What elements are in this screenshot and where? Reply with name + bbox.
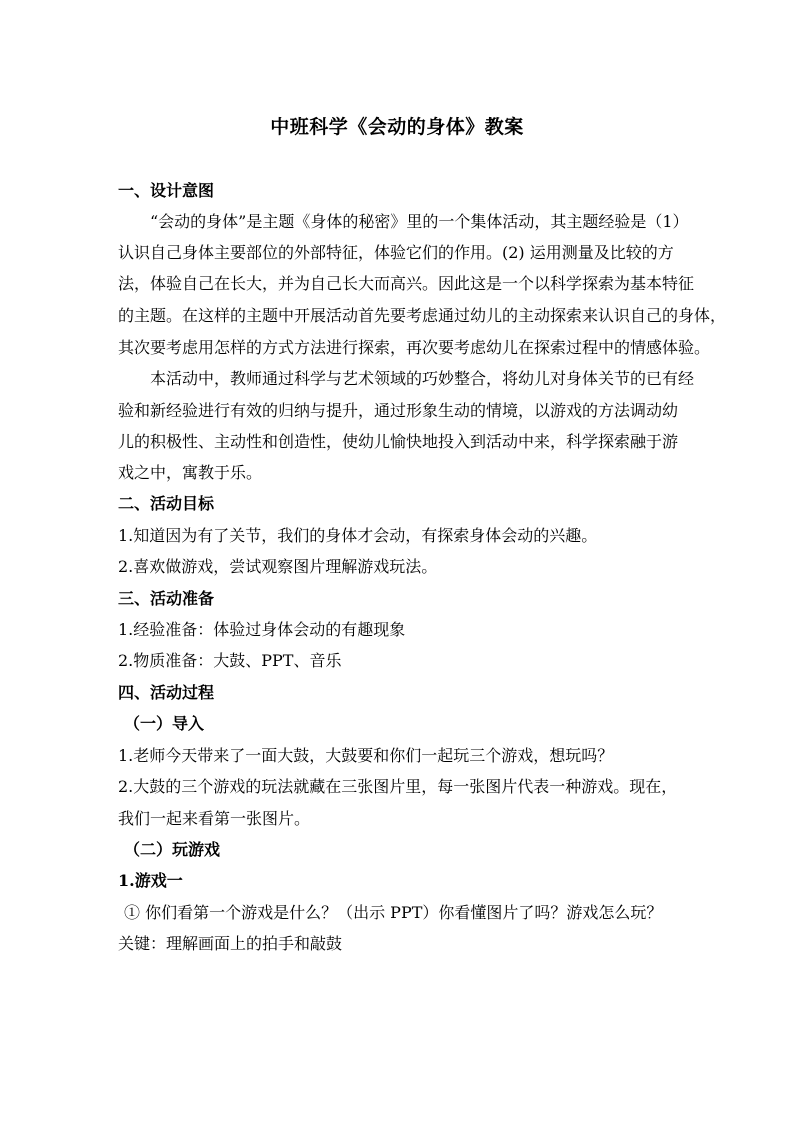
paragraph-line: 的主题。在这样的主题中开展活动首先要考虑通过幼儿的主动探索来认识自己的身体， xyxy=(118,306,727,325)
section-heading-goals: 二、活动目标 xyxy=(118,494,215,513)
document-title: 中班科学《会动的身体》教案 xyxy=(270,116,524,138)
paragraph-line: 本活动中，教师通过科学与艺术领域的巧妙整合，将幼儿对身体关节的已有经 xyxy=(150,369,695,388)
section-heading-preparation: 三、活动准备 xyxy=(118,589,215,608)
paragraph-line: 法，体验自己在长大，并为自己长大而高兴。因此这是一个以科学探索为基本特征 xyxy=(118,274,695,293)
paragraph-line: 其次要考虑用怎样的方式方法进行探索，再次要考虑幼儿在探索过程中的情感体验。 xyxy=(118,338,711,357)
goal-item: 2.喜欢做游戏，尝试观察图片理解游戏玩法。 xyxy=(118,557,438,576)
subsection-heading-intro: （一）导入 xyxy=(124,714,205,733)
process-item: 1.老师今天带来了一面大鼓，大鼓要和你们一起玩三个游戏，想玩吗？ xyxy=(118,746,614,765)
preparation-item: 1.经验准备：体验过身体会动的有趣现象 xyxy=(118,620,406,639)
process-item: 2.大鼓的三个游戏的玩法就藏在三张图片里，每一张图片代表一种游戏。现在， xyxy=(118,777,678,796)
goal-item: 1.知道因为有了关节，我们的身体才会动，有探索身体会动的兴趣。 xyxy=(118,526,598,545)
preparation-item: 2.物质准备：大鼓、PPT、音乐 xyxy=(118,651,342,670)
game-step: ① 你们看第一个游戏是什么？（出示 PPT）你看懂图片了吗？游戏怎么玩？ xyxy=(124,903,663,922)
paragraph-line: 戏之中，寓教于乐。 xyxy=(118,463,263,482)
section-heading-process: 四、活动过程 xyxy=(118,683,215,702)
paragraph-line: “会动的身体”是主题《身体的秘密》里的一个集体活动，其主题经验是（1） xyxy=(150,212,689,231)
subsection-heading-games: （二）玩游戏 xyxy=(124,840,221,859)
game-key-point: 关键：理解画面上的拍手和敲鼓 xyxy=(118,934,343,953)
process-item: 我们一起来看第一张图片。 xyxy=(118,809,311,828)
section-heading-design: 一、设计意图 xyxy=(118,181,215,200)
paragraph-line: 验和新经验进行有效的归纳与提升，通过形象生动的情境，以游戏的方法调动幼 xyxy=(118,401,679,420)
paragraph-line: 认识自己身体主要部位的外部特征，体验它们的作用。(2) 运用测量及比较的方 xyxy=(118,243,674,262)
paragraph-line: 儿的积极性、主动性和创造性，使幼儿愉快地投入到活动中来，科学探索融于游 xyxy=(118,432,679,451)
game-heading: 1.游戏一 xyxy=(118,871,183,890)
